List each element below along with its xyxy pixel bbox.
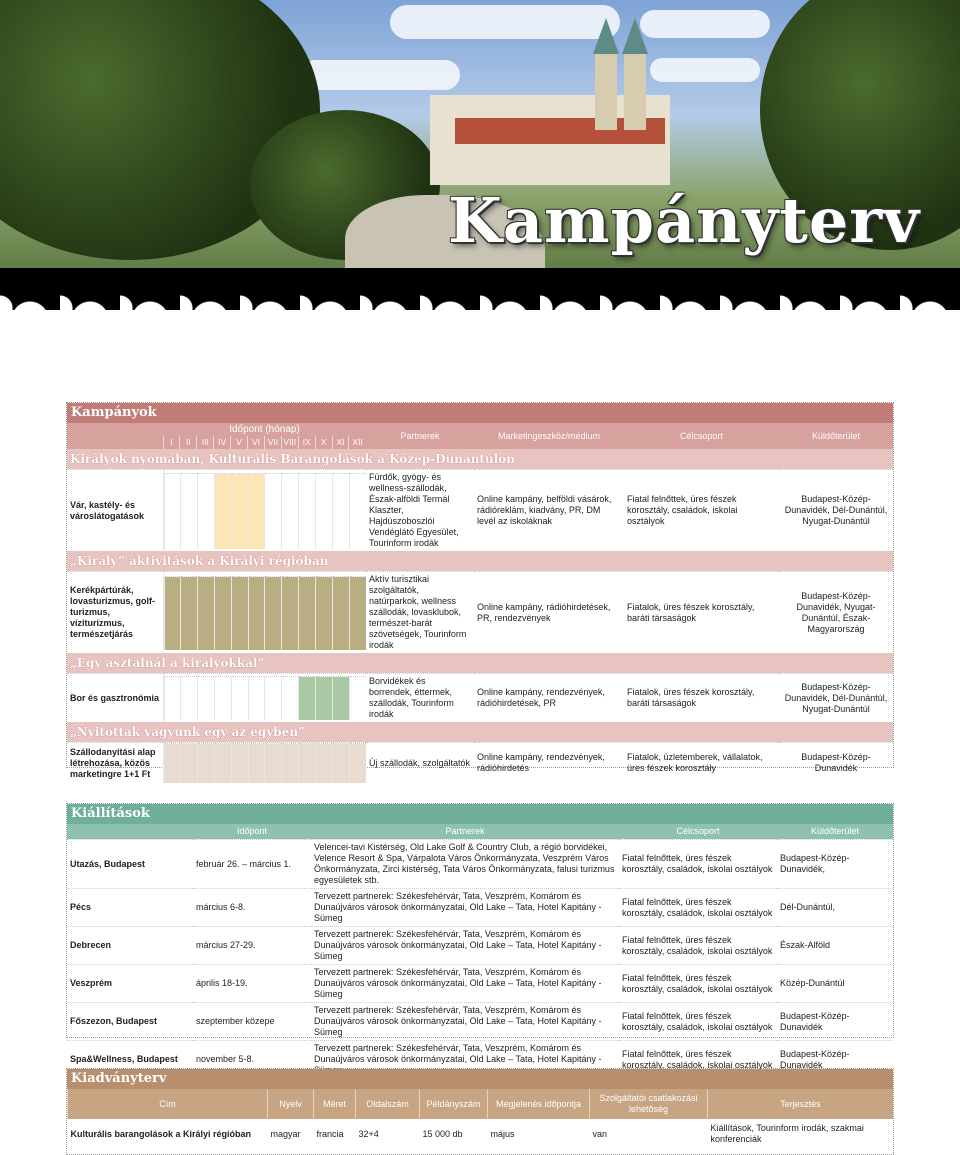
month-cell	[214, 744, 231, 784]
month-cell	[315, 677, 332, 721]
month-cell	[315, 744, 332, 784]
month-label: VII	[264, 436, 281, 449]
exhibition-target: Fiatal felnőttek, üres fészek korosztály, családok, iskolai osztályok	[619, 927, 777, 965]
campaign-area: Budapest-Közép-Dunavidék, Dél-Dunántúl, Nyugat-Dunántúl	[779, 674, 893, 723]
month-cell	[198, 576, 215, 650]
campaign-activity: Kerékpártúrák, lovasturizmus, golf-turizmus, víziturizmus, természetjárás	[67, 572, 163, 654]
campaign-partners: Borvidékek és borrendek, éttermek, szállodák, Tourinform irodák	[366, 674, 474, 723]
month-cell	[282, 744, 299, 784]
publication-pages: 32+4	[358, 1128, 379, 1139]
month-cell	[299, 677, 316, 721]
month-cell	[282, 677, 299, 721]
hero-banner	[0, 0, 960, 330]
campaigns-section	[66, 402, 894, 779]
church-tower	[624, 50, 646, 130]
blank-header	[67, 423, 163, 436]
exhibition-place: Veszprém	[67, 965, 193, 1003]
time-header: Időpont (hónap)	[163, 423, 366, 436]
month-grid-row	[164, 744, 366, 784]
pub-language-header: Nyelv	[268, 1089, 314, 1119]
month-cell	[332, 744, 349, 784]
exhibition-time: november 5-8.	[193, 1041, 311, 1079]
month-bar-cell	[163, 572, 366, 654]
exhibition-row	[67, 840, 893, 889]
publication-date: május	[490, 1128, 515, 1139]
month-cell	[349, 677, 366, 721]
exhibition-area: Dél-Dunántúl,	[777, 889, 893, 927]
campaign-group-title: „Király” aktivitások a Királyi régióban	[67, 551, 893, 572]
campaign-target: Fiatal felnőttek, üres fészek korosztály, családok, iskolai osztályok	[624, 470, 779, 552]
month-cell	[181, 677, 198, 721]
exhibition-time: szeptember közepe	[193, 1003, 311, 1041]
publication-distribution: Kiállítások, Tourinform irodák, szakmai konferenciák	[710, 1123, 864, 1144]
exhibition-partners: Tervezett partnerek: Székesfehérvár, Tata, Veszprém, Komárom és Dunaújváros városok önkormányzatai, Old Lake – Tata, Hotel Kapitány - Sümeg	[311, 1003, 619, 1041]
month-cell	[265, 677, 282, 721]
exhibition-place: Pécs	[67, 889, 193, 927]
campaign-area: Budapest-Közép-Dunavidék	[779, 743, 893, 784]
month-cell	[164, 576, 181, 650]
exh-area-header: Küldőterület	[777, 824, 893, 840]
tower-spire	[593, 18, 619, 54]
campaign-group-row	[67, 653, 893, 674]
exhibition-partners: Tervezett partnerek: Székesfehérvár, Tata, Veszprém, Komárom és Dunaújváros városok önkormányzatai, Old Lake – Tata, Hotel Kapitány - Sümeg	[311, 965, 619, 1003]
exhibition-place: Utazás, Budapest	[67, 840, 193, 889]
month-cell	[315, 576, 332, 650]
campaign-area: Budapest-Közép-Dunavidék, Dél-Dunántúl, Nyugat-Dunántúl	[779, 470, 893, 552]
campaign-marketing: Online kampány, rendezvények, rádióhirdetés	[474, 743, 624, 784]
month-label: XI	[332, 436, 349, 449]
month-cell	[248, 677, 265, 721]
month-grid-row	[164, 677, 366, 721]
pub-pages-header: Oldalszám	[356, 1089, 420, 1119]
exhibition-area: Közép-Dunántúl	[777, 965, 893, 1003]
publication-size: francia	[316, 1128, 344, 1139]
month-cell	[214, 576, 231, 650]
month-cell	[198, 473, 215, 549]
cloud-shape	[650, 58, 760, 82]
exhibition-row	[67, 1003, 893, 1041]
blank-header	[67, 824, 193, 840]
month-cell	[164, 744, 181, 784]
month-cell	[265, 473, 282, 549]
publications-title: Kiadványterv	[67, 1069, 893, 1089]
month-cell	[231, 677, 248, 721]
month-label: I	[163, 436, 180, 449]
exhibitions-table	[67, 824, 893, 1078]
exhibitions-title: Kiállítások	[67, 804, 893, 824]
month-cell	[349, 576, 366, 650]
campaign-group-row	[67, 551, 893, 572]
target-header: Célcsoport	[624, 423, 779, 449]
campaign-group-title: Királyok nyomában, Kulturális Barangolások a Közép-Dunántúlon	[67, 449, 893, 470]
month-grid	[164, 743, 367, 783]
month-bar-cell	[163, 470, 366, 552]
month-cell	[198, 744, 215, 784]
month-cell	[315, 473, 332, 549]
exhibition-time: április 18-19.	[193, 965, 311, 1003]
exhibition-area: Észak-Alföld	[777, 927, 893, 965]
campaign-partners: Aktív turisztikai szolgáltatók, natúrparkok, wellness szállodák, lovasklubok, természet-barát szövetségek, Tourinform irodák	[366, 572, 474, 654]
exhibition-row	[67, 965, 893, 1003]
month-cell	[181, 473, 198, 549]
month-cell	[299, 473, 316, 549]
exhibition-time: február 26. – március 1.	[193, 840, 311, 889]
month-cell	[181, 576, 198, 650]
campaign-partners: Új szállodák, szolgáltatók	[366, 743, 474, 784]
month-cell	[282, 473, 299, 549]
campaign-group-title: „Egy asztalnál a királyokkal”	[67, 653, 893, 674]
tower-spire	[622, 18, 648, 54]
campaign-target: Fiatalok, üres fészek korosztály, baráti társaságok	[624, 674, 779, 723]
month-cell	[282, 576, 299, 650]
month-cell	[265, 744, 282, 784]
exh-time-header: Időpont	[193, 824, 311, 840]
campaign-target: Fiatalok, üres fészek korosztály, baráti társaságok	[624, 572, 779, 654]
month-cell	[299, 744, 316, 784]
month-cell	[181, 744, 198, 784]
exhibition-target: Fiatal felnőttek, üres fészek korosztály, családok, iskolai osztályok	[619, 889, 777, 927]
exh-partners-header: Partnerek	[311, 824, 619, 840]
month-labels-row	[67, 436, 366, 449]
month-cell	[214, 473, 231, 549]
month-label: IV	[214, 436, 231, 449]
publication-row	[68, 1119, 894, 1149]
month-cell	[164, 473, 181, 549]
campaign-row	[67, 674, 893, 723]
month-cell	[231, 744, 248, 784]
exhibition-target: Fiatal felnőttek, üres fészek korosztály, családok, iskolai osztályok	[619, 1041, 777, 1079]
campaign-row	[67, 470, 893, 552]
month-bar-cell	[163, 674, 366, 723]
month-label: III	[197, 436, 214, 449]
month-label: X	[315, 436, 332, 449]
pub-title-header: Cím	[68, 1089, 268, 1119]
pub-date-header: Megjelenés időpontja	[488, 1089, 590, 1119]
month-grid-row	[164, 576, 366, 650]
month-cell	[332, 576, 349, 650]
month-label: IX	[298, 436, 315, 449]
months-header	[67, 423, 366, 449]
month-cell	[164, 677, 181, 721]
exhibitions-header-row	[67, 824, 893, 840]
exhibition-partners: Tervezett partnerek: Székesfehérvár, Tata, Veszprém, Komárom és Dunaújváros városok önkormányzatai, Old Lake – Tata, Hotel Kapitány -	[311, 1041, 619, 1079]
campaign-target: Fiatalok, üzletemberek, vállalatok, üres fészek korosztály	[624, 743, 779, 784]
marketing-header: Marketingeszköz/médium	[474, 423, 624, 449]
exhibition-time: március 27-29.	[193, 927, 311, 965]
month-grid-row	[164, 473, 366, 549]
campaign-partners: Fürdők, gyógy- és wellness-szállodák, Észak-alföldi Termál Klaszter, Hajdúszoboszlói Vendéglátó Egyesület, Tourinform irodák	[366, 470, 474, 552]
exhibitions-section	[66, 803, 894, 1070]
month-cell	[198, 677, 215, 721]
month-grid	[164, 576, 367, 650]
month-label: VI	[248, 436, 265, 449]
month-cell	[248, 744, 265, 784]
campaign-group-row	[67, 722, 893, 743]
month-cell	[349, 473, 366, 549]
month-cell	[214, 677, 231, 721]
church-tower	[595, 50, 617, 130]
exhibition-partners: Tervezett partnerek: Székesfehérvár, Tata, Veszprém, Komárom és Dunaújváros városok önkormányzatai, Old Lake – Tata, Hotel Kapitány - Sümeg	[311, 889, 619, 927]
month-label: XII	[349, 436, 366, 449]
exhibition-area: Budapest-Közép-Dunavidék	[777, 1041, 893, 1079]
publication-title: Kulturális barangolások a Királyi régióban	[70, 1128, 252, 1139]
exhibition-area: Budapest-Közép-Dunavidék,	[777, 840, 893, 889]
exhibition-row	[67, 889, 893, 927]
exhibition-target: Fiatal felnőttek, üres fészek korosztály, családok, iskolai osztályok	[619, 840, 777, 889]
exhibition-target: Fiatal felnőttek, üres fészek korosztály, családok, iskolai osztályok	[619, 1003, 777, 1041]
month-cell	[332, 677, 349, 721]
month-cell	[248, 473, 265, 549]
month-label: V	[231, 436, 248, 449]
month-grid	[164, 676, 367, 720]
publications-header-row	[68, 1089, 894, 1119]
lace-ornament	[0, 268, 960, 330]
month-cell	[332, 473, 349, 549]
exhibition-place: Debrecen	[67, 927, 193, 965]
blank-header	[67, 436, 163, 449]
campaign-activity: Bor és gasztronómia	[67, 674, 163, 723]
month-cell	[248, 576, 265, 650]
exhibition-row	[67, 927, 893, 965]
campaign-activity: Vár, kastély- és városlátogatások	[67, 470, 163, 552]
pub-size-header: Méret	[314, 1089, 356, 1119]
exhibition-place: Spa&Wellness, Budapest	[67, 1041, 193, 1079]
publications-section	[66, 1068, 894, 1155]
month-grid	[164, 473, 367, 549]
cloud-shape	[390, 5, 620, 39]
campaign-group-row	[67, 449, 893, 470]
area-header: Küldőterület	[779, 423, 893, 449]
month-bar-cell	[163, 743, 366, 784]
month-cell	[349, 744, 366, 784]
pub-service-header: Szolgáltatói csatlakozási lehetőség	[590, 1089, 708, 1119]
exh-target-header: Célcsoport	[619, 824, 777, 840]
campaign-area: Budapest-Közép-Dunavidék, Nyugat-Dunántúl, Észak-Magyarország	[779, 572, 893, 654]
exhibition-target: Fiatal felnőttek, üres fészek korosztály, családok, iskolai osztályok	[619, 965, 777, 1003]
month-cell	[299, 576, 316, 650]
campaigns-title: Kampányok	[67, 403, 893, 423]
campaigns-header-row	[67, 423, 893, 449]
pub-copies-header: Példányszám	[420, 1089, 488, 1119]
campaign-marketing: Online kampány, belföldi vásárok, rádióreklám, kiadvány, PR, DM levél az iskoláknak	[474, 470, 624, 552]
month-cell	[265, 576, 282, 650]
pub-distribution-header: Terjesztés	[708, 1089, 894, 1119]
cloud-shape	[640, 10, 770, 38]
campaign-marketing: Online kampány, rádióhirdetések, PR, rendezvények	[474, 572, 624, 654]
publication-language: magyar	[270, 1128, 301, 1139]
month-label: II	[180, 436, 197, 449]
exhibition-partners: Tervezett partnerek: Székesfehérvár, Tata, Veszprém, Komárom és Dunaújváros városok önkormányzatai, Old Lake – Tata, Hotel Kapitány - Sümeg	[311, 927, 619, 965]
campaign-activity: Szállodanyitási alap létrehozása, közös marketingre 1+1 Ft	[67, 743, 163, 784]
exhibition-time: március 6-8.	[193, 889, 311, 927]
campaigns-table	[67, 423, 893, 783]
month-cell	[231, 473, 248, 549]
cloud-shape	[300, 60, 460, 90]
publication-copies: 15 000 db	[422, 1128, 463, 1139]
campaign-marketing: Online kampány, rendezvények, rádióhirdetések, PR	[474, 674, 624, 723]
campaign-group-title: „Nyitottak vagyunk egy az egyben”	[67, 722, 893, 743]
page-title: Kampányterv	[448, 184, 921, 257]
campaign-row	[67, 572, 893, 654]
partners-header: Partnerek	[366, 423, 474, 449]
exhibition-partners: Velencei-tavi Kistérség, Old Lake Golf & Country Club, a régió borvidékei, Velence Resort & Spa, Várpalota Város Önkormányzata, Veszprém Város Önkormányzata, Zirci kistérség, Tata Város Önkormányzata, falusi turizmus egyesületek stb.	[311, 840, 619, 889]
month-cell	[231, 576, 248, 650]
exhibition-area: Budapest-Közép-Dunavidék	[777, 1003, 893, 1041]
publications-table	[67, 1089, 893, 1149]
campaign-row	[67, 743, 893, 784]
exhibition-place: Főszezon, Budapest	[67, 1003, 193, 1041]
month-label: VIII	[281, 436, 298, 449]
publication-service: van	[592, 1128, 608, 1139]
